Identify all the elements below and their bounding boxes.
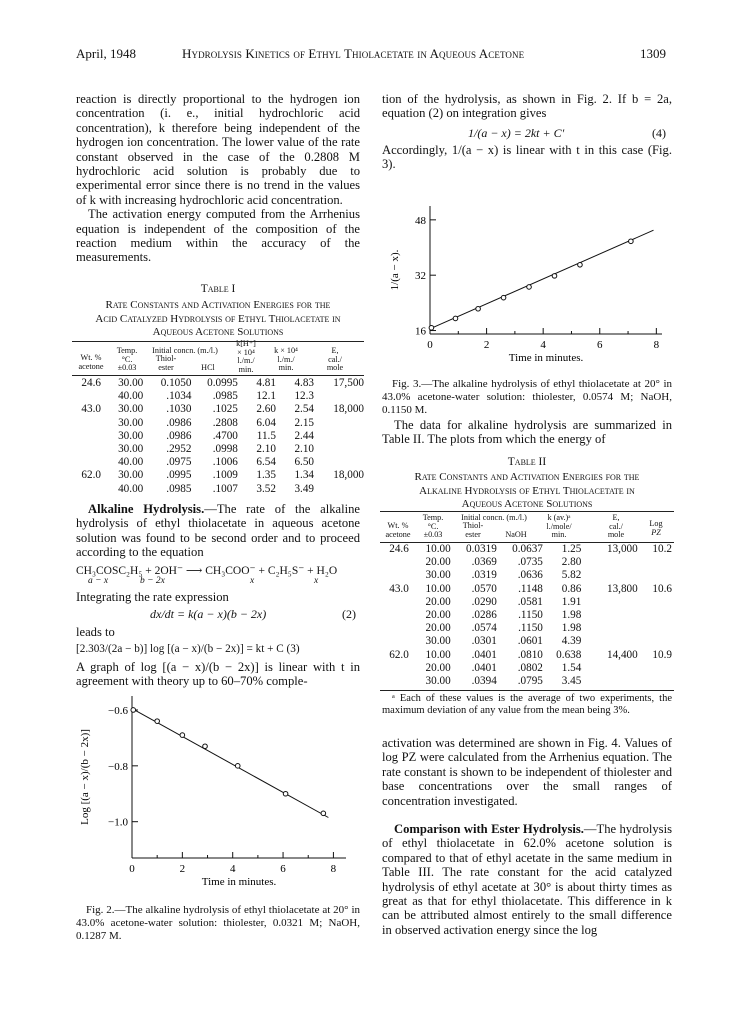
table-cell — [583, 662, 639, 675]
table-cell: 1.98 — [561, 609, 582, 622]
t2-h-etop: E, — [612, 513, 620, 522]
comp-heading: Comparison with Ester Hydrolysis. — [394, 822, 584, 836]
table-row — [380, 583, 674, 596]
table-cell — [583, 622, 639, 635]
table-cell: .1034 — [166, 390, 192, 403]
table-cell: .1009 — [212, 469, 238, 482]
t2-h-kunit: l./mole/ — [546, 521, 572, 531]
eq4: 1/(a − x) = 2kt + C′ — [468, 126, 565, 140]
t1-h-wt: Wt. % — [80, 353, 102, 362]
x-axis-label: Time in minutes. — [508, 352, 584, 364]
table-cell: 40.00 — [118, 482, 144, 495]
y-tick-label: −0.8 — [108, 760, 128, 773]
x-tick-label: 4 — [540, 339, 546, 351]
table-cell: .0401 — [471, 661, 497, 674]
table-cell: .0998 — [212, 443, 238, 456]
table-cell: .1030 — [166, 403, 192, 416]
t1-h-etop: E, — [331, 346, 339, 355]
comp-text: —The hydrolysis of ethyl thiolacetate in 62.0% acetone solution is compared to that of ethyl acetate in the same medium in Table III. The rate constant for the acid catalyzed hydrolysis of ethyl acetate at 30° is about thirty times as great as that for ethyl thiolacetate. This difference in k can be attributed almost entirely to the small difference in observed activation energy since the log — [382, 822, 672, 937]
alk-heading: Alkaline Hydrolysis. — [88, 502, 205, 516]
right-para3: The data for alkaline hydrolysis are summarized in Table II. The plots from which the energy of — [382, 418, 672, 447]
y-axis-label: Log [(a − x)/(b − 2x)] — [79, 729, 91, 825]
y-tick-label: −0.6 — [108, 704, 128, 717]
table-cell — [640, 569, 674, 582]
table-cell: 18,000 — [333, 403, 364, 416]
x-tick-label: 6 — [597, 339, 603, 351]
x-tick-label: 0 — [129, 863, 135, 875]
y-tick-label: 48 — [415, 214, 426, 227]
table-cell — [640, 609, 674, 622]
t1-h-temp-unit: °C. — [121, 354, 133, 364]
t1-h-acetone: acetone — [78, 361, 104, 371]
data-point — [552, 274, 557, 279]
t1-h-kmin: min. — [278, 363, 294, 373]
table-cell: 2.44 — [294, 429, 315, 442]
table-cell: 6.50 — [294, 456, 315, 469]
figure-3-chart — [382, 200, 674, 380]
table-cell: .1150 — [518, 609, 543, 622]
table-cell: .0574 — [471, 622, 497, 635]
table-cell: 10.2 — [652, 543, 672, 555]
data-point — [155, 719, 160, 724]
table-cell: .0975 — [166, 456, 192, 469]
table-cell: 20.00 — [425, 622, 451, 635]
eq2-number: (2) — [342, 607, 356, 621]
y-axis-label: 1/(a − x). — [389, 249, 401, 291]
table-cell — [380, 609, 411, 622]
table-cell: 13,800 — [606, 582, 638, 595]
table-row — [72, 456, 366, 469]
table-cell: 4.39 — [561, 635, 582, 648]
table2 — [380, 543, 674, 688]
t2-h-ester: ester — [465, 529, 481, 539]
table-cell — [640, 662, 674, 675]
table-cell: 2.10 — [256, 443, 276, 456]
table-cell: 1.54 — [561, 661, 582, 674]
t1-h-kunit: l./m./ — [277, 354, 295, 364]
right-para1: tion of the hydrolysis, as shown in Fig. 2. If b = 2a, equation (2) on integration gives — [382, 92, 672, 121]
table-row — [380, 675, 674, 688]
t2-h-log: Log — [649, 519, 663, 528]
table-cell — [583, 596, 639, 609]
y-tick-label: 32 — [415, 270, 426, 283]
fig2-caption: Fig. 2.—The alkaline hydrolysis of ethyl thiolacetate at 20° in 43.0% acetone-water solution: thiolester, 0.0321 M; NaOH, 0.1287 M. — [76, 904, 360, 942]
alk-text: —The rate of the alkaline hydrolysis of ethyl thiolacetate in aqueous acetone solution was found to be second order and to proceed according to the equation — [76, 502, 360, 560]
x-tick-label: 2 — [483, 339, 490, 351]
table-cell — [583, 556, 639, 569]
table-cell: 18,000 — [333, 469, 364, 482]
table-cell: 10.9 — [652, 648, 672, 661]
right-para2: Accordingly, 1/(a − x) is linear with t in this case (Fig. 3). — [382, 143, 672, 172]
table-cell — [380, 569, 411, 582]
table-cell: 6.04 — [256, 416, 276, 429]
table2-header — [380, 512, 674, 542]
table-row — [72, 390, 366, 403]
table-cell: .0795 — [517, 675, 543, 688]
table1 — [72, 377, 366, 496]
table-cell: 12.1 — [256, 390, 276, 403]
eq2: dx/dt = k(a − x)(b − 2x) — [150, 607, 267, 621]
x-tick-label: 2 — [179, 863, 186, 875]
table-cell: .1007 — [212, 482, 238, 495]
data-point — [283, 791, 288, 796]
t2-h-pz: PZ — [651, 527, 661, 537]
fig3-caption: Fig. 3.—The alkaline hydrolysis of ethyl thiolacetate at 20° in 43.0% acetone-water solution: thiolester, 0.0574 M; NaOH, 0.1150 M. — [382, 378, 672, 416]
left-para1: reaction is directly proportional to the hydrogen ion concentration (i. e., initial hydrochloric acid concentration), k therefore being independent of the hydrogen ion concentration. The lower value of the rate constant observed in the case of the 0.2808 M hydrochloric acid solution is probably due to experimental error since there is no trend in the values of k with increasing hydrochloric acid concentration. — [76, 92, 360, 207]
leads-to: leads to — [76, 625, 115, 639]
table-cell — [72, 390, 103, 403]
table-cell: 0.638 — [556, 648, 582, 661]
table-cell — [316, 443, 366, 456]
table-cell: .0581 — [517, 595, 543, 608]
table-cell — [380, 622, 411, 635]
table-cell: 0.86 — [561, 582, 582, 595]
table-cell — [72, 417, 103, 430]
table-cell: 6.54 — [256, 456, 276, 469]
table-cell: 3.52 — [256, 482, 276, 495]
table-cell — [583, 569, 639, 582]
table-cell: 30.00 — [118, 443, 144, 456]
table-cell — [316, 483, 366, 496]
table-cell: .1025 — [212, 403, 238, 416]
left-column — [76, 92, 360, 265]
term-b-2x: b − 2x — [140, 576, 165, 586]
table-cell — [72, 443, 103, 456]
x-tick-label: 8 — [653, 339, 660, 351]
t1-h-hcl: HCl — [201, 363, 215, 372]
t1-h-eunit: cal./ — [328, 354, 342, 364]
table2-title-line3: Aqueous Acetone Solutions — [461, 498, 593, 510]
right-para4: activation was determined are shown in Fig. 4. Values of log PZ were calculated from the Arrhenius equation. The rate constant is shown to be independent of thiolester and base concentrations over the small ranges of concentration investigated. — [382, 736, 672, 808]
table-cell: 4.81 — [256, 377, 276, 389]
t2-h-emole: mole — [607, 530, 625, 540]
table-cell — [316, 456, 366, 469]
header-title: Hydrolysis Kinetics of Ethyl Thiolacetate in Aqueous Acetone — [182, 46, 525, 61]
table-cell: 13,000 — [606, 543, 638, 555]
table-cell: 1.34 — [294, 469, 315, 482]
t1-h-hx: × 10⁴ — [237, 347, 255, 357]
table-cell: .0570 — [471, 582, 497, 595]
table-row — [380, 622, 674, 635]
data-point — [629, 239, 634, 244]
t2-h-thiol: Thiol- — [462, 521, 484, 530]
data-point — [180, 733, 185, 738]
table-row — [72, 377, 366, 390]
table-cell: 30.00 — [118, 416, 144, 429]
table-cell: 11.5 — [256, 429, 276, 442]
table-row — [380, 609, 674, 622]
reaction-terms — [76, 576, 360, 588]
t1-h-hunit: l./m./ — [237, 356, 255, 366]
table1-title — [70, 299, 366, 340]
table-cell — [583, 675, 639, 688]
table1-title-line3: Aqueous Acetone Solutions — [152, 326, 284, 338]
table2-label: Table II — [507, 456, 547, 468]
table-cell: 62.0 — [389, 648, 409, 661]
table-cell: .0810 — [517, 648, 543, 661]
table-cell — [583, 635, 639, 648]
table-row — [72, 403, 366, 416]
table-cell: 0.1050 — [160, 377, 192, 389]
y-tick-label: 16 — [415, 325, 426, 338]
left-alk-section — [76, 502, 360, 560]
table-cell: 30.00 — [118, 403, 144, 416]
table-cell: 14,400 — [606, 648, 638, 661]
graph-text: A graph of log [(a − x)/(b − 2x)] is linear with t in agreement with theory up to 60–70% comple- — [76, 660, 360, 689]
data-point — [527, 285, 532, 290]
table-cell: .0290 — [471, 595, 497, 608]
t2-h-initial: Initial concn. (m./l.) — [461, 513, 527, 522]
x-tick-label: 8 — [330, 863, 337, 875]
table-cell — [640, 635, 674, 648]
t2-h-ktop: k (av.)ᵃ — [547, 513, 571, 522]
table-cell — [72, 456, 103, 469]
table-row — [380, 543, 674, 556]
table1-title-line1: Rate Constants and Activation Energies for the — [105, 299, 331, 311]
table-cell: .0986 — [166, 429, 192, 442]
fit-line — [430, 230, 654, 329]
table1-title-line2: Acid Catalyzed Hydrolysis of Ethyl Thiolacetate in — [95, 312, 341, 325]
table-cell: 1.25 — [561, 543, 582, 555]
data-point — [131, 708, 136, 713]
table-cell: 1.91 — [561, 595, 582, 608]
table-cell: 10.00 — [425, 648, 451, 661]
table-cell: .0286 — [471, 609, 497, 622]
table-cell: 10.00 — [425, 543, 451, 555]
table-row — [380, 649, 674, 662]
table-cell: 4.83 — [294, 377, 315, 389]
table-row — [380, 662, 674, 675]
table-cell — [583, 609, 639, 622]
t2-h-kmin: min. — [551, 530, 567, 540]
table-cell: 20.00 — [425, 556, 451, 569]
table-row — [72, 430, 366, 443]
table-cell: 30.00 — [425, 675, 451, 688]
table-cell: 10.00 — [425, 582, 451, 595]
t2-h-naoh: NaOH — [505, 530, 527, 539]
table-cell: .0319 — [471, 569, 497, 582]
table-row — [380, 556, 674, 569]
table-cell: .0636 — [517, 569, 543, 582]
table-cell: 30.00 — [118, 429, 144, 442]
table-cell: 24.6 — [389, 543, 409, 555]
table-cell: 3.49 — [294, 482, 315, 495]
table-cell — [380, 662, 411, 675]
table-cell — [316, 390, 366, 403]
table-cell: 5.82 — [561, 569, 582, 582]
table-cell: .0985 — [212, 390, 238, 403]
fit-line — [132, 709, 328, 818]
term-a-x: a − x — [88, 576, 109, 586]
table-row — [72, 469, 366, 482]
table-cell — [640, 675, 674, 688]
table-cell: .0985 — [166, 482, 192, 495]
table-cell: 2.80 — [561, 556, 582, 569]
table-cell: 3.45 — [561, 675, 582, 688]
table-row — [72, 443, 366, 456]
table-cell: 10.6 — [652, 582, 672, 595]
t1-h-ktop: k × 10⁴ — [274, 346, 298, 355]
x-tick-label: 4 — [229, 863, 236, 875]
table-cell: .0401 — [471, 648, 497, 661]
table2-title — [378, 471, 676, 512]
table-cell: 1.35 — [256, 469, 276, 482]
data-point — [501, 295, 506, 300]
table2-title-line2: Alkaline Hydrolysis of Ethyl Thiolacetate in — [419, 484, 635, 497]
term-x1: x — [250, 576, 255, 586]
table-cell: .0735 — [517, 556, 543, 569]
x-tick-label: 0 — [427, 339, 433, 351]
table-cell: 30.00 — [118, 469, 144, 482]
t2-h-acetone: acetone — [385, 529, 411, 539]
data-point — [321, 811, 326, 816]
term-x2: x — [314, 576, 319, 586]
table-cell: 2.15 — [294, 416, 315, 429]
t2-h-acetone-err: ±0.03 — [423, 530, 443, 540]
t2-h-eunit: cal./ — [609, 521, 623, 531]
figure-2-chart — [76, 690, 362, 900]
table-cell: .0995 — [166, 469, 192, 482]
x-axis-label: Time in minutes. — [201, 876, 277, 888]
table-cell — [380, 556, 411, 569]
table-row — [380, 635, 674, 648]
table-cell: .0394 — [471, 675, 497, 688]
y-tick-label: −1.0 — [108, 816, 128, 829]
t1-h-htop: k[H⁺] — [236, 339, 256, 348]
x-tick-label: 6 — [280, 863, 286, 875]
table-cell — [640, 596, 674, 609]
table-cell: 30.00 — [425, 635, 451, 648]
table-cell: 20.00 — [425, 595, 451, 608]
table-row — [380, 596, 674, 609]
table-cell: .0301 — [471, 635, 497, 648]
table-cell — [316, 430, 366, 443]
table1-header — [72, 339, 366, 376]
table-cell: 0.0995 — [207, 377, 238, 389]
right-comparison — [382, 822, 672, 937]
table-cell — [640, 622, 674, 635]
table-cell — [380, 635, 411, 648]
table-cell: 2.10 — [294, 443, 315, 456]
data-point — [476, 306, 481, 311]
data-point — [429, 325, 434, 330]
table-cell: 24.6 — [81, 377, 101, 389]
t1-h-acetone-err: ±0.03 — [117, 363, 137, 373]
table-row — [72, 483, 366, 496]
table-cell: 1.98 — [561, 622, 582, 635]
table-cell: 12.3 — [294, 390, 315, 403]
table-cell — [316, 417, 366, 430]
table-cell: .1148 — [518, 582, 543, 595]
table-cell — [72, 430, 103, 443]
table-cell — [380, 596, 411, 609]
table-cell: 30.00 — [118, 377, 144, 389]
table1-label: Table I — [200, 283, 236, 295]
header-page: 1309 — [640, 46, 666, 61]
t1-h-hmin: min. — [238, 364, 254, 374]
table-cell: 40.00 — [118, 390, 144, 403]
table-cell: 30.00 — [425, 569, 451, 582]
t2-h-temp-unit: °C. — [427, 521, 439, 531]
integrating-text: Integrating the rate expression — [76, 590, 229, 604]
table-cell: .1150 — [518, 622, 543, 635]
eq3: [2.303/(2a − b)] log [(a − x)/(b − 2x)] = kt + C (3) — [76, 643, 300, 655]
data-point — [203, 744, 208, 749]
table-cell: .0601 — [517, 635, 543, 648]
table-cell: 2.54 — [294, 403, 315, 416]
table-cell — [380, 675, 411, 688]
table-cell: 17,500 — [333, 377, 364, 389]
table-cell: 2.60 — [256, 403, 276, 416]
table-cell: 62.0 — [81, 469, 101, 482]
t2-h-temp: Temp. — [422, 513, 444, 522]
eq4-number: (4) — [652, 126, 666, 140]
data-point — [235, 764, 240, 769]
table-cell: 43.0 — [389, 582, 409, 595]
table-cell: .2952 — [166, 443, 192, 456]
table-cell: 0.0319 — [466, 543, 497, 555]
reaction-equation: CH₃COSC₂H₅ + 2OH⁻ ⟶ CH₃COO⁻ + C₂H₅S⁻ + H₂O — [76, 565, 338, 577]
table-cell: .1006 — [212, 456, 238, 469]
t1-h-ester: ester — [158, 362, 174, 372]
data-point — [453, 316, 458, 321]
table-cell — [72, 483, 103, 496]
table-row — [72, 417, 366, 430]
table2-footnote: ᵃ Each of these values is the average of two experiments, the maximum deviation of any value from the mean being 3%. — [382, 693, 672, 716]
table-cell — [640, 556, 674, 569]
table-cell: .4700 — [212, 429, 238, 442]
table-cell: .0802 — [517, 661, 543, 674]
t1-h-initial: Initial concn. (m./l.) — [152, 346, 218, 355]
table-cell: .0369 — [471, 556, 497, 569]
header-date: April, 1948 — [76, 46, 136, 61]
t2-h-wt: Wt. % — [387, 521, 409, 530]
data-point — [578, 263, 583, 268]
table-cell: .0986 — [166, 416, 192, 429]
table-cell: 20.00 — [425, 609, 451, 622]
t1-h-thiol: Thiol- — [155, 354, 177, 363]
t1-h-temp: Temp. — [116, 346, 138, 355]
table-cell: 43.0 — [81, 403, 101, 416]
table-cell: 0.0637 — [512, 543, 543, 555]
table2-title-line1: Rate Constants and Activation Energies for the — [414, 471, 640, 483]
left-para2: The activation energy computed from the Arrhenius equation is independent of the composition of the reaction medium within the accuracy of the measurements. — [76, 207, 360, 265]
table-cell: 40.00 — [118, 456, 144, 469]
table-row — [380, 569, 674, 582]
table-cell: .2808 — [212, 416, 238, 429]
table-cell: 20.00 — [425, 661, 451, 674]
t1-h-emole: mole — [326, 363, 344, 373]
